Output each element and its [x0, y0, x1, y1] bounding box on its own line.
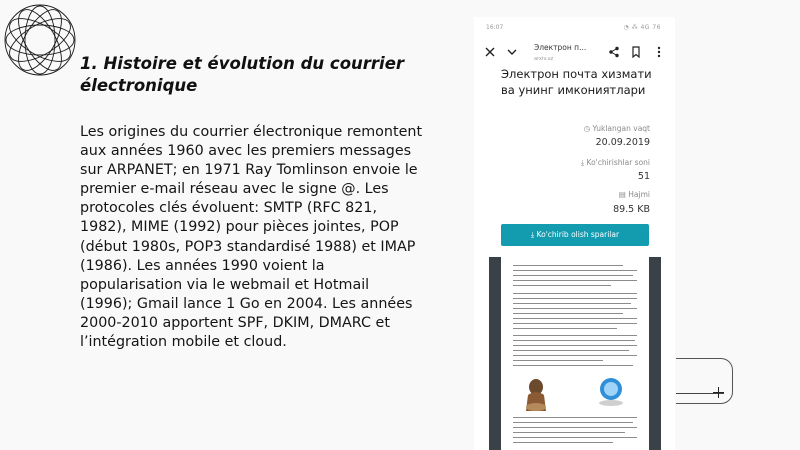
- decorative-bracket: [676, 358, 733, 404]
- text-line: [513, 285, 611, 286]
- page-domain: arxiv.uz: [534, 56, 554, 62]
- download-count-icon: ⤓: [580, 158, 587, 167]
- downloads-value: 51: [637, 171, 650, 182]
- text-line: [513, 437, 637, 438]
- bookmark-icon[interactable]: [629, 45, 643, 59]
- text-line: [513, 313, 623, 314]
- uploaded-label: ◷ Yuklangan vaqt: [583, 124, 650, 133]
- clock-icon: ◷: [583, 124, 593, 133]
- text-line: [513, 335, 637, 336]
- download-icon: ⤓: [530, 230, 537, 239]
- slide-body-text: Les origines du courrier électronique remontent aux années 1960 avec les premiers messages sur ARPANET; en 1971 Ray Tomlinson envoie le premier e-mail réseau avec le signe @. Les protocoles clés évoluent: SMTP (RFC 821, 1982), MIME (1992) pour pièces jointes, POP (début 1980s, POP3 standardisé 1988) et IMAP (1986). Les années 1990 voient la popularisation via le webmail et Hotmail (1996); Gmail lance 1 Go en 2004. Les années 2000-2010 apportent SPF, DKIM, DMARC et l’intégration mobile et cloud.: [80, 124, 423, 351]
- document-title: Электрон почта хизмати ва унинг имкониятлари: [501, 67, 652, 97]
- status-icons: ◔ ⁂ 4G 76: [623, 24, 661, 31]
- file-size-icon: ▤: [618, 190, 629, 199]
- plus-icon: [713, 387, 724, 398]
- text-line: [513, 427, 637, 428]
- text-line: [513, 323, 637, 324]
- text-line: [513, 318, 637, 319]
- illustration-figure: [523, 377, 549, 413]
- text-line: [513, 280, 637, 281]
- text-line: [513, 303, 631, 304]
- more-vert-icon[interactable]: [652, 45, 666, 59]
- text-line: [513, 355, 637, 356]
- text-line: [513, 328, 617, 329]
- size-value: 89.5 KB: [613, 204, 650, 215]
- browser-app-bar: [474, 39, 675, 65]
- close-icon[interactable]: [483, 45, 497, 59]
- text-line: [513, 417, 637, 418]
- status-bar: [474, 17, 675, 39]
- text-line: [513, 270, 637, 271]
- text-line: [513, 422, 633, 423]
- text-line: [513, 308, 637, 309]
- page-title: Электрон п...: [534, 43, 587, 52]
- text-line: [513, 350, 629, 351]
- globe-illustration: [596, 375, 626, 407]
- text-line: [513, 265, 623, 266]
- size-label: ▤ Hajmi: [618, 190, 650, 199]
- status-time: 16:07: [486, 24, 504, 31]
- chevron-down-icon[interactable]: [505, 45, 519, 59]
- text-line: [513, 340, 635, 341]
- download-button[interactable]: ⤓ Ko'chirib olish sparilar: [501, 224, 649, 246]
- text-line: [513, 345, 637, 346]
- text-line: [513, 442, 613, 443]
- uploaded-value: 20.09.2019: [595, 137, 650, 148]
- phone-screenshot: [474, 17, 675, 450]
- text-line: [513, 275, 633, 276]
- text-line: [513, 365, 633, 366]
- slide-heading: 1. Histoire et évolution du courrier électronique: [80, 54, 405, 95]
- text-line: [513, 432, 625, 433]
- share-icon[interactable]: [607, 45, 621, 59]
- text-line: [513, 293, 637, 294]
- document-preview[interactable]: [489, 257, 661, 450]
- rosette-ornament: [2, 2, 78, 78]
- document-page: [501, 257, 649, 450]
- text-line: [513, 360, 603, 361]
- text-line: [513, 298, 637, 299]
- downloads-label: ⤓ Ko'chirishlar soni: [580, 158, 650, 167]
